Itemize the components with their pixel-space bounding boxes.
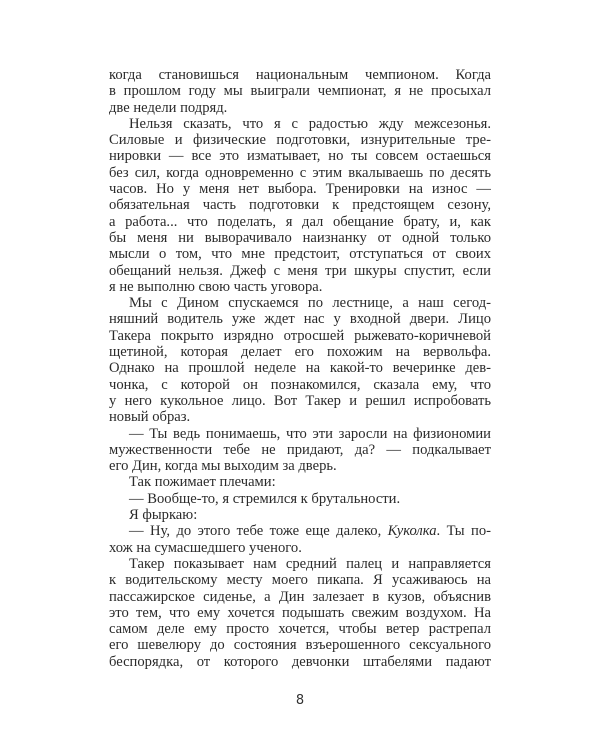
text-line xyxy=(109,605,491,621)
text-line xyxy=(109,540,491,556)
text-line xyxy=(109,523,491,539)
line-text: Такера покрыто изрядно отросшей рыжевато-коричневой xyxy=(109,327,491,344)
text-line xyxy=(109,442,491,458)
line-text: щетиной, которая делает его похожим на вервольфа. xyxy=(109,344,491,361)
line-text: новый образ. xyxy=(109,409,191,426)
text-line xyxy=(109,377,491,393)
line-text-continued: . Ты по- xyxy=(436,523,491,540)
line-text: Такер показывает нам средний палец и направляется xyxy=(129,555,491,572)
text-line xyxy=(109,556,491,572)
text-line xyxy=(109,654,491,670)
text-line xyxy=(109,507,491,523)
line-text: мысли о том, что мне предстоит, отступаться от своих xyxy=(109,246,491,263)
text-line xyxy=(109,589,491,605)
line-text: самом деле ему просто хочется, чтобы ветер растрепал xyxy=(109,621,491,638)
page-number: 8 xyxy=(295,693,305,708)
text-line xyxy=(109,458,491,474)
text-line xyxy=(109,279,491,295)
line-text: часов. Но у меня нет выбора. Тренировки на износ — xyxy=(109,181,491,198)
text-line xyxy=(109,637,491,653)
text-line xyxy=(109,344,491,360)
text-line xyxy=(109,181,491,197)
italic-text: Куколка xyxy=(387,523,437,540)
text-line xyxy=(109,360,491,376)
text-line xyxy=(109,230,491,246)
line-text: Силовые и физические подготовки, изнурительные тре- xyxy=(109,132,491,149)
line-text: беспорядка, от которого девчонки штабелями падают xyxy=(109,653,491,670)
text-line xyxy=(109,100,491,116)
text-line xyxy=(109,621,491,637)
line-text: у него кукольное лицо. Вот Такер и решил испробовать xyxy=(109,392,491,409)
line-text: его шевелюру до состояния взъерошенного сексуального xyxy=(109,637,491,654)
text-line xyxy=(109,572,491,588)
line-text: мужественности тебе не придают, да? — подкалывает xyxy=(109,441,491,458)
line-text: я не выполню свою часть уговора. xyxy=(109,278,323,295)
body-text xyxy=(109,67,491,670)
text-line xyxy=(109,246,491,262)
text-line xyxy=(109,263,491,279)
text-line xyxy=(109,474,491,490)
text-line xyxy=(109,197,491,213)
line-text: — Ты ведь понимаешь, что эти заросли на физиономии xyxy=(129,425,491,442)
text-line xyxy=(109,426,491,442)
text-line xyxy=(109,393,491,409)
line-text: а работа... что поделать, я дал обещание брату, и, как xyxy=(109,213,491,230)
line-text: — Вообще-то, я стремился к брутальности. xyxy=(129,490,401,507)
text-line xyxy=(109,165,491,181)
text-line xyxy=(109,116,491,132)
line-text: чонка, с которой он познакомился, сказала ему, что xyxy=(109,376,491,393)
line-text: нировки — все это изматывает, но ты совсем остаешься xyxy=(109,148,491,165)
text-line xyxy=(109,132,491,148)
line-text: без сил, когда одновременно с этим вкалываешь по десять xyxy=(109,164,491,181)
text-line xyxy=(109,491,491,507)
text-line xyxy=(109,328,491,344)
text-line xyxy=(109,409,491,425)
line-text: к водительскому месту моего пикапа. Я усаживаюсь на xyxy=(109,572,491,589)
line-text: Нельзя сказать, что я с радостью жду межсезонья. xyxy=(129,115,491,132)
line-text: бы меня ни выворачивало наизнанку от одной только xyxy=(109,229,491,246)
text-line xyxy=(109,311,491,327)
line-text: Однако на прошлой неделе на какой-то вечеринке дев- xyxy=(109,360,491,377)
text-line xyxy=(109,295,491,311)
line-text: когда становишься национальным чемпионом. Когда xyxy=(109,67,491,83)
line-text: няшний водитель уже ждет нас у входной двери. Лицо xyxy=(109,311,491,328)
line-text: — Ну, до этого тебе тоже еще далеко, xyxy=(129,523,388,540)
text-line xyxy=(109,67,491,83)
line-text: его Дин, когда мы выходим за дверь. xyxy=(109,458,337,475)
text-line xyxy=(109,214,491,230)
line-text: в прошлом году мы выиграли чемпионат, я не просыхал xyxy=(109,83,491,100)
line-text: Так пожимает плечами: xyxy=(129,474,276,491)
line-text: обязательная часть подготовки к предстоящем сезону, xyxy=(109,197,491,214)
line-text: Мы с Дином спускаемся по лестнице, а наш сегод- xyxy=(129,295,491,312)
text-line xyxy=(109,83,491,99)
line-text: обещаний нельзя. Джеф с меня три шкуры спустит, если xyxy=(109,262,491,279)
line-text: Я фыркаю: xyxy=(129,507,198,524)
line-text: хож на сумасшедшего ученого. xyxy=(109,539,302,556)
line-text: это тем, что ему хочется подышать свежим воздухом. На xyxy=(109,604,491,621)
text-line xyxy=(109,148,491,164)
line-text: две недели подряд. xyxy=(109,99,228,116)
line-text: пассажирское сиденье, а Дин залезает в кузов, объяснив xyxy=(109,588,491,605)
